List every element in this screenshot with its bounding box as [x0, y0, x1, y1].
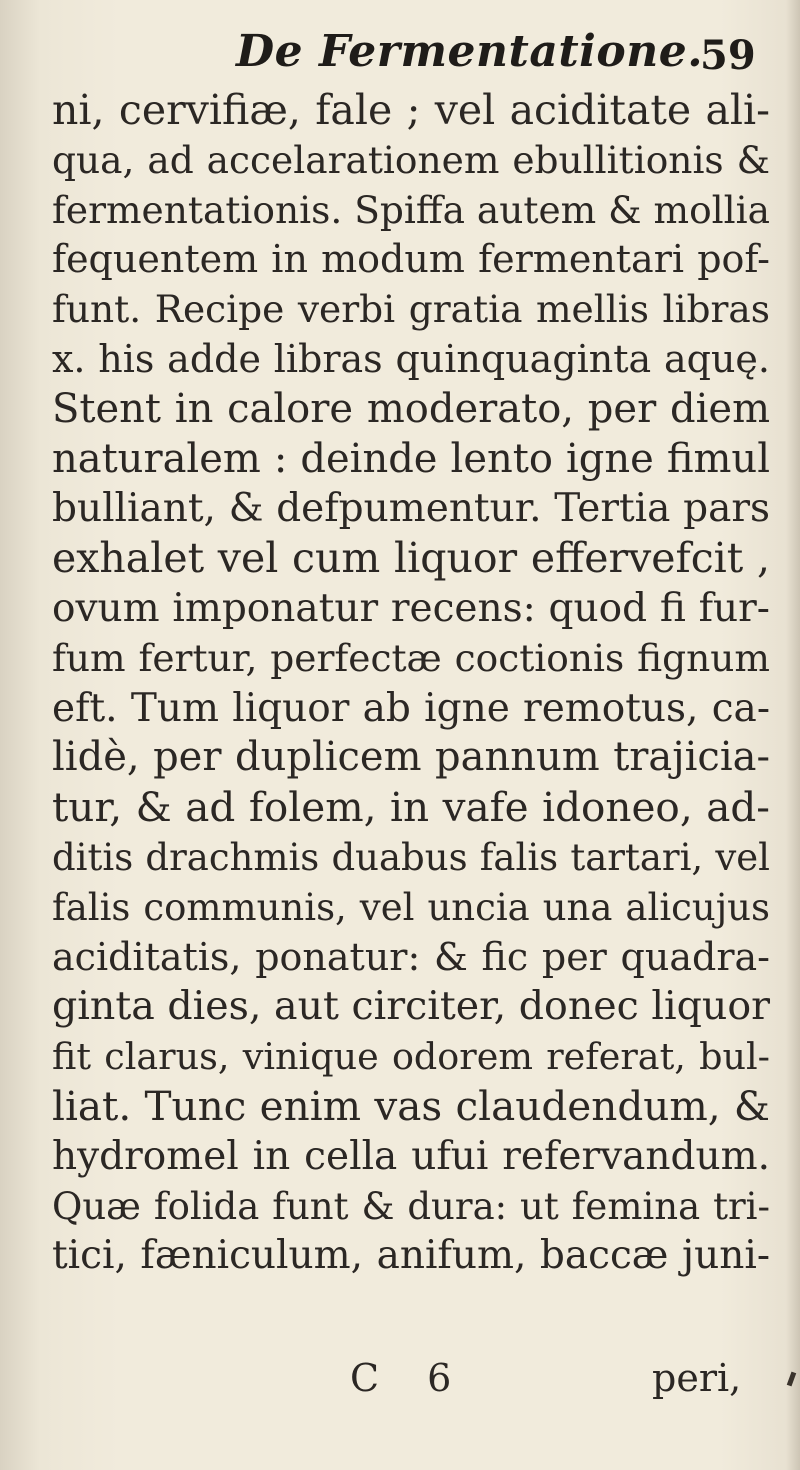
text-line: lidè, per duplicem pannum trajicia-: [52, 734, 770, 781]
page-footer: [0, 1356, 800, 1416]
text-line: tur, & ad folem, in vafe idoneo, ad-: [52, 783, 770, 832]
text-line: eft. Tum liquor ab igne remotus, ca-: [52, 685, 770, 731]
text-line: aciditatis, ponatur: & fic per quadra-: [52, 934, 770, 979]
text-line: funt. Recipe verbi gratia mellis libras: [52, 287, 770, 332]
page-edge-shadow: [786, 0, 800, 1470]
text-line: naturalem : deinde lento igne fimul: [52, 435, 770, 482]
text-line: Quæ folida funt & dura: ut femina tri-: [52, 1184, 770, 1228]
text-line: ni, cervifiæ, fale ; vel aciditate ali-: [52, 86, 770, 134]
body-text: [52, 86, 770, 1281]
text-line: x. his adde libras quinquaginta aquę.: [52, 336, 770, 381]
text-line: ovum imponatur recens: quod fi fur-: [52, 585, 770, 631]
text-line: tici, fæniculum, anifum, baccæ juni-: [52, 1233, 770, 1279]
text-line: hydromel in cella ufui refervandum.: [52, 1133, 770, 1179]
text-line: Stent in calore moderato, per diem: [52, 385, 770, 432]
text-line: fit clarus, vinique odorem referat, bul-: [52, 1035, 770, 1079]
running-title: De Fermentatione.: [236, 26, 704, 77]
page-header: [0, 22, 800, 82]
text-line: fequentem in modum fermentari pof-: [52, 237, 770, 282]
text-line: liat. Tunc enim vas claudendum, &: [52, 1081, 770, 1130]
text-line: fum fertur, perfectæ coctionis fignum: [52, 635, 770, 680]
catchword: peri,: [652, 1356, 742, 1400]
text-line: exhalet vel cum liquor effervefcit ,: [52, 534, 770, 583]
text-line: bulliant, & defpumentur. Tertia pars: [52, 486, 770, 532]
page-number: 59: [700, 32, 756, 79]
signature-mark: C 6: [350, 1356, 470, 1400]
text-line: ditis drachmis duabus falis tartari, vel: [52, 835, 770, 879]
text-line: qua, ad accelarationem ebullitionis &: [52, 137, 770, 182]
text-line: falis communis, vel uncia una alicujus: [52, 885, 770, 929]
text-line: ginta dies, aut circiter, donec liquor: [52, 983, 770, 1030]
text-line: fermentationis. Spiffa autem & mollia: [52, 187, 770, 232]
